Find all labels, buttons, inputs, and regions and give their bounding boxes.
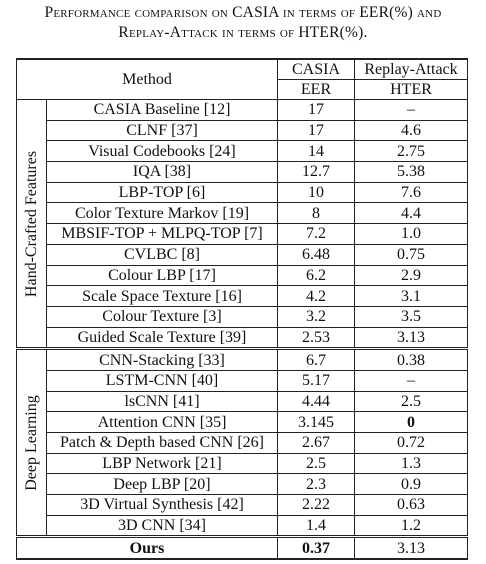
- table-row: [17, 120, 468, 141]
- table-row: [17, 182, 468, 203]
- table-row: [17, 306, 468, 327]
- method-cell: Colour LBP [17]: [47, 265, 278, 286]
- eer-cell: 2.5: [278, 453, 355, 474]
- hter-cell: 4.6: [355, 120, 468, 141]
- eer-cell: 6.7: [278, 349, 355, 371]
- eer-cell: 6.48: [278, 244, 355, 265]
- table-row: [17, 224, 468, 245]
- eer-cell: 5.17: [278, 370, 355, 391]
- hter-cell: 0.63: [355, 495, 468, 516]
- method-cell: CNN-Stacking [33]: [47, 349, 278, 371]
- hter-cell: 3.5: [355, 306, 468, 327]
- eer-cell: 3.2: [278, 306, 355, 327]
- hter-cell: 2.5: [355, 391, 468, 412]
- method-cell: Colour Texture [3]: [47, 306, 278, 327]
- hter-cell: –: [355, 370, 468, 391]
- table-row: [17, 327, 468, 349]
- deep-learning-group-label: Deep Learning: [22, 395, 40, 491]
- table-row: [17, 433, 468, 454]
- hand-crafted-group-label: Hand-Crafted Features: [22, 150, 40, 297]
- method-cell: CASIA Baseline [12]: [47, 100, 278, 121]
- hter-cell: 2.9: [355, 265, 468, 286]
- table-row: [17, 412, 468, 433]
- hter-cell: 1.3: [355, 453, 468, 474]
- replay-attack-header: Replay-Attack: [355, 59, 468, 80]
- method-cell: Attention CNN [35]: [47, 412, 278, 433]
- method-cell: Guided Scale Texture [39]: [47, 327, 278, 349]
- eer-cell: 4.44: [278, 391, 355, 412]
- method-cell: IQA [38]: [47, 162, 278, 183]
- eer-cell: 2.67: [278, 433, 355, 454]
- table-row: [17, 349, 468, 371]
- eer-header: EER: [278, 80, 355, 100]
- method-cell: MBSIF-TOP + MLPQ-TOP [7]: [47, 224, 278, 245]
- ours-eer-cell: 0.37: [278, 537, 355, 559]
- table-row: [17, 453, 468, 474]
- hter-cell: 4.4: [355, 203, 468, 224]
- hand-crafted-group-cell: [17, 100, 47, 349]
- table-row: [17, 391, 468, 412]
- eer-cell: 2.3: [278, 474, 355, 495]
- method-cell: CLNF [37]: [47, 120, 278, 141]
- method-cell: Deep LBP [20]: [47, 474, 278, 495]
- method-cell: 3D Virtual Synthesis [42]: [47, 495, 278, 516]
- eer-cell: 17: [278, 100, 355, 121]
- method-cell: Scale Space Texture [16]: [47, 286, 278, 307]
- hter-cell: 1.0: [355, 224, 468, 245]
- caption-line-1: Performance comparison on CASIA in terms of EER(%) and: [44, 4, 442, 21]
- caption-line-2: Replay-Attack in terms of HTER(%).: [118, 24, 368, 41]
- table-row: [17, 162, 468, 183]
- deep-learning-group-cell: [17, 349, 47, 537]
- method-header: Method: [17, 59, 278, 100]
- eer-cell: 4.2: [278, 286, 355, 307]
- hter-cell: 0.9: [355, 474, 468, 495]
- table-row: [17, 515, 468, 537]
- method-cell: 3D CNN [34]: [47, 515, 278, 537]
- method-cell: LBP-TOP [6]: [47, 182, 278, 203]
- eer-cell: 2.53: [278, 327, 355, 349]
- hter-cell: –: [355, 100, 468, 121]
- method-cell: LSTM-CNN [40]: [47, 370, 278, 391]
- eer-cell: 3.145: [278, 412, 355, 433]
- eer-cell: 10: [278, 182, 355, 203]
- eer-cell: 6.2: [278, 265, 355, 286]
- hter-cell: 0.38: [355, 349, 468, 371]
- eer-cell: 17: [278, 120, 355, 141]
- hter-cell: 3.13: [355, 327, 468, 349]
- table-row: [17, 141, 468, 162]
- eer-cell: 7.2: [278, 224, 355, 245]
- table-row: [17, 100, 468, 121]
- ours-hter-cell: 3.13: [355, 537, 468, 559]
- hter-cell: 0.75: [355, 244, 468, 265]
- eer-cell: 12.7: [278, 162, 355, 183]
- hter-cell: 0.72: [355, 433, 468, 454]
- method-cell: lsCNN [41]: [47, 391, 278, 412]
- table-row: [17, 203, 468, 224]
- table-row: [17, 474, 468, 495]
- ours-method-cell: Ours: [17, 537, 278, 559]
- eer-cell: 8: [278, 203, 355, 224]
- method-cell: LBP Network [21]: [47, 453, 278, 474]
- method-cell: CVLBC [8]: [47, 244, 278, 265]
- hter-header: HTER: [355, 80, 468, 100]
- hter-cell: 2.75: [355, 141, 468, 162]
- eer-cell: 1.4: [278, 515, 355, 537]
- eer-cell: 2.22: [278, 495, 355, 516]
- casia-header: CASIA: [278, 59, 355, 80]
- method-cell: Color Texture Markov [19]: [47, 203, 278, 224]
- ours-row: [17, 537, 468, 559]
- hter-cell: 0: [355, 412, 468, 433]
- table-row: [17, 244, 468, 265]
- method-cell: Visual Codebooks [24]: [47, 141, 278, 162]
- hter-cell: 7.6: [355, 182, 468, 203]
- hter-cell: 1.2: [355, 515, 468, 537]
- table-caption: [0, 3, 486, 43]
- method-cell: Patch & Depth based CNN [26]: [47, 433, 278, 454]
- table-row: [17, 265, 468, 286]
- eer-cell: 14: [278, 141, 355, 162]
- comparison-table: [16, 58, 468, 560]
- header-row-1: [17, 59, 468, 80]
- table-row: [17, 286, 468, 307]
- hter-cell: 5.38: [355, 162, 468, 183]
- hter-cell: 3.1: [355, 286, 468, 307]
- table-row: [17, 370, 468, 391]
- table-row: [17, 495, 468, 516]
